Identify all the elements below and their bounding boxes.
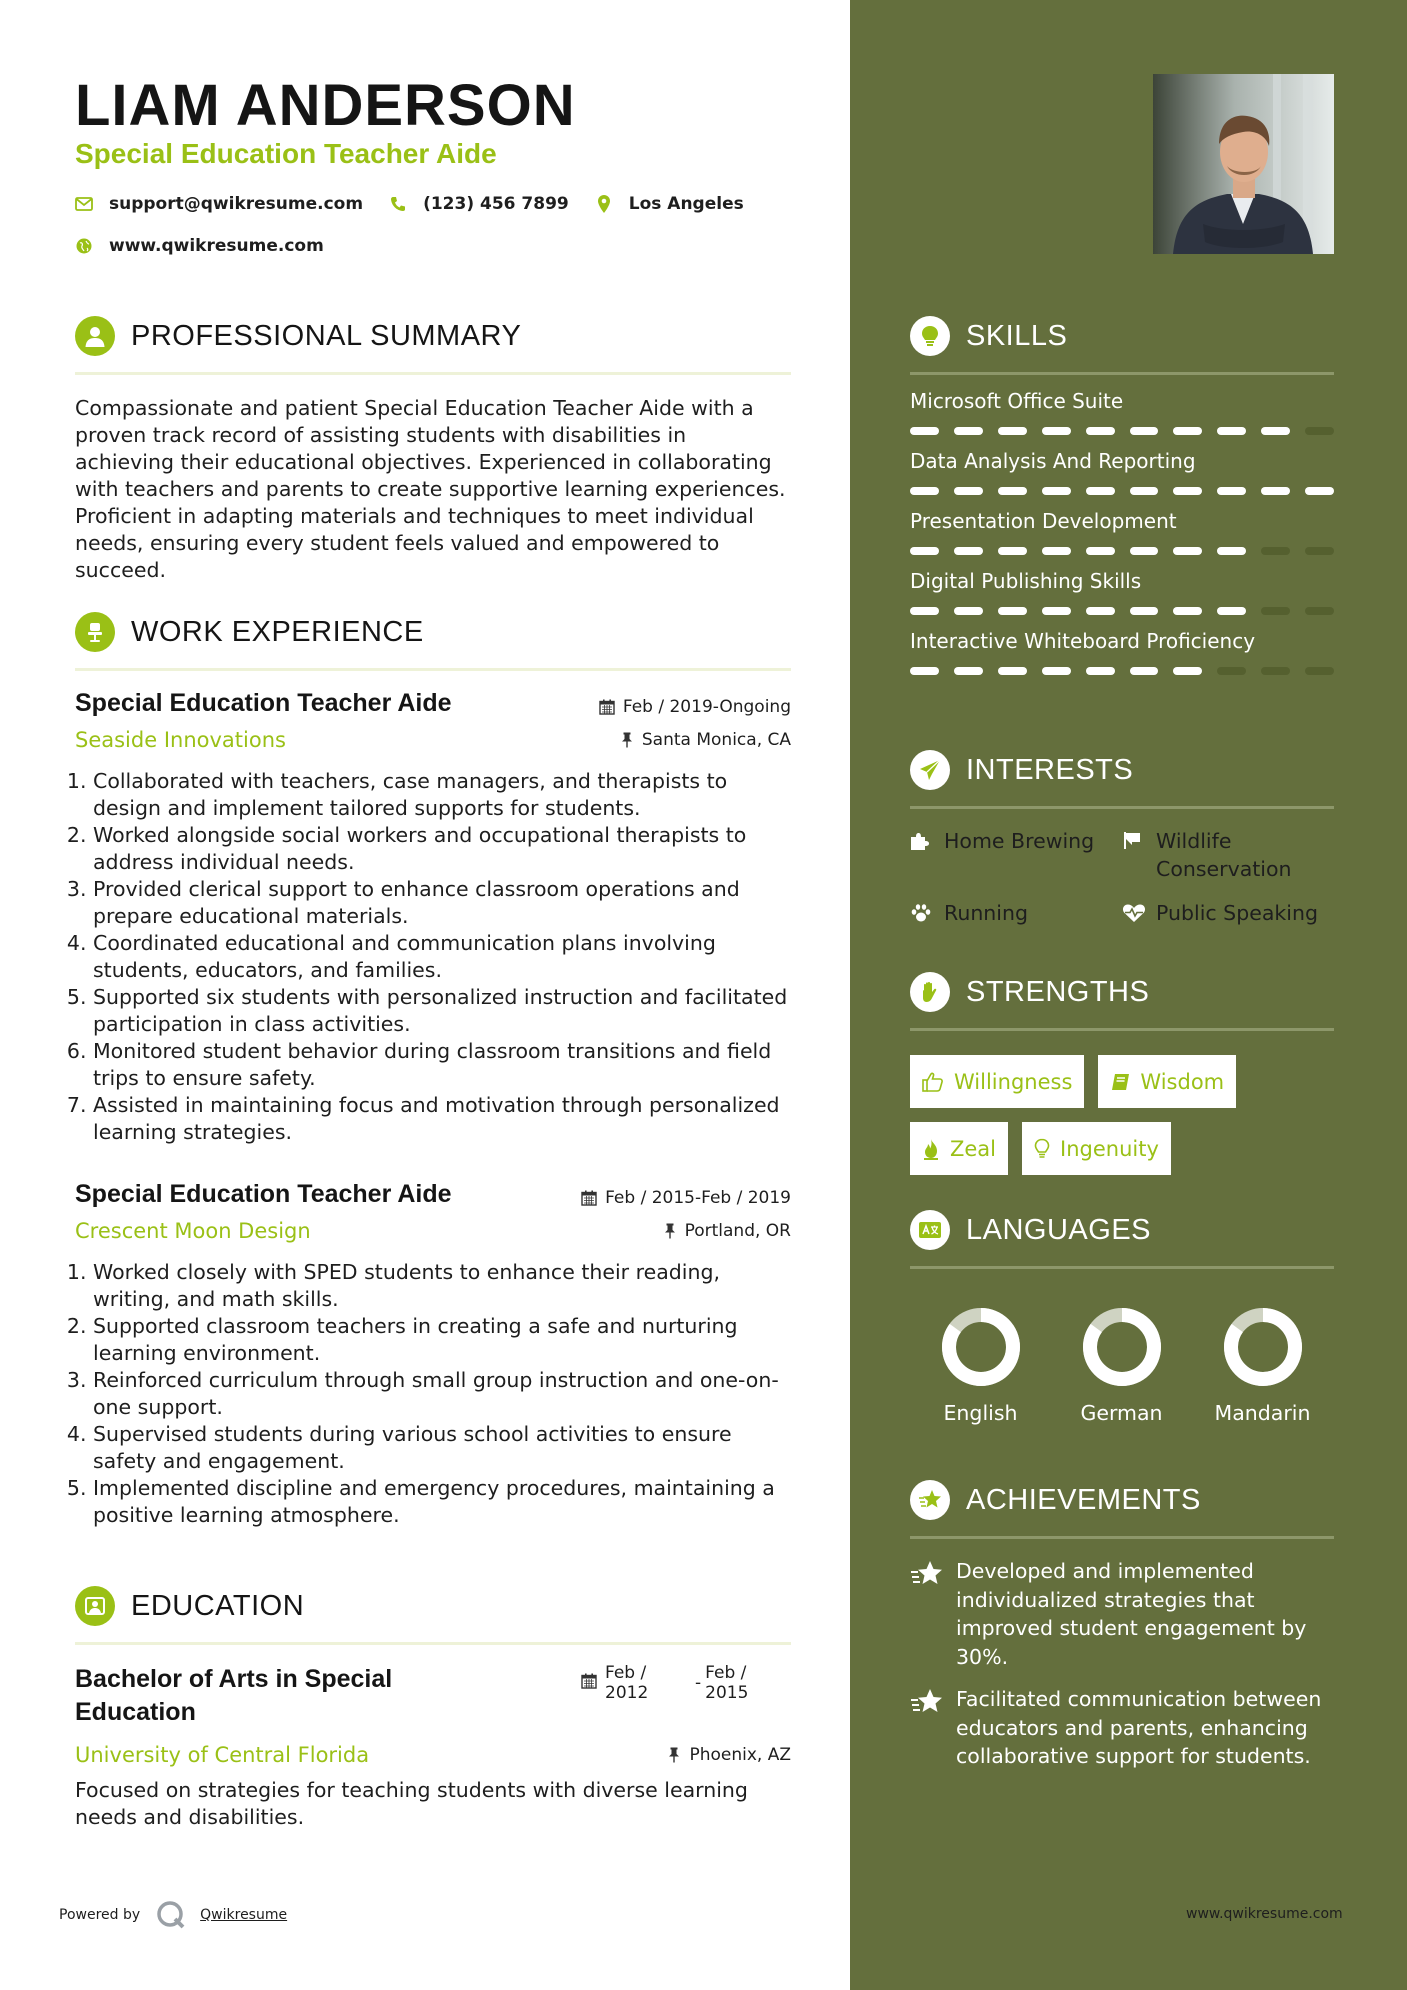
section-divider <box>910 1028 1334 1031</box>
interest-item <box>1122 899 1334 927</box>
contact-website[interactable] <box>75 236 324 256</box>
job-duties <box>93 1259 791 1529</box>
skill-rating <box>910 667 1334 675</box>
language-name: Mandarin <box>1214 1401 1311 1425</box>
list-item: 3. Reinforced curriculum through small group instruction and one-on-one support. <box>93 1367 791 1421</box>
language-item <box>910 1305 1051 1425</box>
achievement-item <box>910 1557 1334 1671</box>
date-separator: - <box>695 1673 702 1693</box>
rating-dash-filled <box>998 427 1027 435</box>
language-name: English <box>943 1401 1018 1425</box>
rating-dash-filled <box>954 487 983 495</box>
candidate-name: LIAM ANDERSON <box>75 73 576 138</box>
interest-label: Running <box>944 901 1029 925</box>
contact-phone[interactable] <box>389 194 569 214</box>
job-role: Special Education Teacher Aide <box>75 689 452 717</box>
education-end-date <box>695 1663 748 1703</box>
interest-label: Wildlife Conservation <box>1156 829 1292 881</box>
language-name: German <box>1080 1401 1163 1425</box>
phone-text: (123) 456 7899 <box>423 194 569 214</box>
calendar-icon <box>599 699 615 715</box>
thumbs-up-icon <box>922 1072 944 1092</box>
rating-dash-filled <box>1086 487 1115 495</box>
rating-dash-filled <box>1173 547 1202 555</box>
skill-item <box>910 509 1334 555</box>
contact-email[interactable] <box>75 194 363 214</box>
section-divider <box>910 806 1334 809</box>
rating-dash-filled <box>910 607 939 615</box>
company-name: Crescent Moon Design <box>75 1219 311 1243</box>
rating-dash-filled <box>1217 427 1246 435</box>
rating-dash-filled <box>1130 427 1159 435</box>
rating-dash-filled <box>1086 427 1115 435</box>
strength-label: Zeal <box>950 1136 997 1161</box>
end-month: Feb / <box>705 1663 747 1683</box>
list-item: 2. Worked alongside social workers and occupational therapists to address individual needs. <box>93 822 791 876</box>
pushpin-icon <box>620 732 634 748</box>
school-location-text: Phoenix, AZ <box>689 1745 791 1765</box>
strength-label: Wisdom <box>1140 1069 1225 1094</box>
list-item: 4. Coordinated educational and communication plans involving students, educators, and families. <box>93 930 791 984</box>
rating-dash-filled <box>1305 487 1334 495</box>
rating-dash-filled <box>910 487 939 495</box>
achievement-text: Facilitated communication between educators and parents, enhancing collaborative support for students. <box>956 1687 1322 1768</box>
job-location <box>663 1221 791 1241</box>
pushpin-icon <box>667 1747 681 1763</box>
powered-by-label: Powered by <box>59 1907 141 1923</box>
contact-row <box>75 194 770 214</box>
strengths-section <box>910 970 1334 1175</box>
end-year: 2015 <box>705 1683 749 1703</box>
list-item: 2. Supported classroom teachers in creating a safe and nurturing learning environment. <box>93 1313 791 1367</box>
rating-dash-filled <box>1130 667 1159 675</box>
globe-icon <box>75 237 93 255</box>
profile-photo <box>1153 74 1334 254</box>
skill-rating <box>910 607 1334 615</box>
language-level-ring <box>1080 1305 1164 1389</box>
skill-name: Data Analysis And Reporting <box>910 449 1196 473</box>
lightbulb-icon <box>910 316 950 356</box>
company-name: Seaside Innovations <box>75 728 286 752</box>
rating-dash-filled <box>954 667 983 675</box>
calendar-icon <box>581 1673 597 1689</box>
rating-dash-filled <box>998 487 1027 495</box>
job-date-text: Feb / 2015-Feb / 2019 <box>605 1188 791 1208</box>
rating-dash-filled <box>954 607 983 615</box>
qwikresume-link[interactable]: Qwikresume <box>200 1907 288 1923</box>
interest-label: Public Speaking <box>1156 901 1318 925</box>
experience-heading: WORK EXPERIENCE <box>131 615 424 648</box>
graduate-icon <box>75 1586 115 1626</box>
rating-dash-filled <box>998 667 1027 675</box>
skill-item <box>910 629 1334 675</box>
job-location <box>620 730 791 750</box>
skill-rating <box>910 547 1334 555</box>
user-icon <box>75 316 115 356</box>
section-divider <box>910 1536 1334 1539</box>
section-divider <box>910 372 1334 375</box>
website-text: www.qwikresume.com <box>109 236 324 256</box>
list-item: 5. Implemented discipline and emergency procedures, maintaining a positive learning atmosphere. <box>93 1475 791 1529</box>
skills-list <box>910 389 1334 675</box>
rating-dash-filled <box>1130 547 1159 555</box>
school-name: University of Central Florida <box>75 1743 370 1767</box>
school-location <box>667 1745 791 1765</box>
rating-dash-empty <box>1261 547 1290 555</box>
rating-dash-filled <box>1086 607 1115 615</box>
rating-dash-empty <box>1305 547 1334 555</box>
rating-dash-filled <box>954 547 983 555</box>
education-start-date <box>581 1663 648 1703</box>
rating-dash-filled <box>1173 427 1202 435</box>
rating-dash-empty <box>1261 607 1290 615</box>
rating-dash-filled <box>1042 547 1071 555</box>
interest-item <box>910 899 1122 927</box>
list-item: 1. Worked closely with SPED students to enhance their reading, writing, and math skills. <box>93 1259 791 1313</box>
achievement-text: Developed and implemented individualized strategies that improved student engagement by 30%. <box>956 1559 1307 1669</box>
interests-section <box>910 748 1334 927</box>
chair-icon <box>75 612 115 652</box>
website-row <box>75 236 350 256</box>
summary-text: Compassionate and patient Special Education Teacher Aide with a proven track record of assisting students with disabilities in achieving their educational objectives. Experienced in collaborating with teachers and parents to create supportive learning experiences. Proficient in adapting materials and techniques to meet individual needs, ensuring every student feels valued and empowered to succeed. <box>75 396 786 582</box>
start-year: 2012 <box>605 1683 649 1703</box>
strength-tag <box>1098 1055 1236 1108</box>
rating-dash-filled <box>1217 607 1246 615</box>
qwikresume-logo-icon <box>156 1900 186 1930</box>
skill-name: Microsoft Office Suite <box>910 389 1124 413</box>
languages-heading: LANGUAGES <box>966 1213 1151 1246</box>
paper-plane-icon <box>910 750 950 790</box>
star-badge-icon <box>910 1480 950 1520</box>
contact-location <box>595 194 744 214</box>
list-item: 7. Assisted in maintaining focus and motivation through personalized learning strategies. <box>93 1092 791 1146</box>
skill-name: Presentation Development <box>910 509 1177 533</box>
puzzle-icon <box>910 827 934 855</box>
skills-heading: SKILLS <box>966 319 1068 352</box>
location-text: Los Angeles <box>628 194 744 214</box>
strength-label: Willingness <box>954 1069 1073 1094</box>
rating-dash-filled <box>910 427 939 435</box>
rating-dash-filled <box>1173 607 1202 615</box>
rating-dash-empty <box>1305 667 1334 675</box>
section-divider <box>75 1642 791 1645</box>
rating-dash-filled <box>910 667 939 675</box>
rating-dash-filled <box>910 547 939 555</box>
envelope-icon <box>75 195 93 213</box>
rating-dash-filled <box>1217 547 1246 555</box>
heartbeat-icon <box>1122 899 1146 927</box>
interests-list <box>910 827 1334 927</box>
education-section <box>75 1584 791 1831</box>
interest-item <box>910 827 1122 883</box>
language-item <box>1192 1305 1333 1425</box>
summary-section <box>75 314 791 584</box>
languages-list <box>910 1305 1334 1425</box>
skill-item <box>910 389 1334 435</box>
rating-dash-empty <box>1217 667 1246 675</box>
book-icon <box>1110 1073 1130 1091</box>
hand-icon <box>910 972 950 1012</box>
job-location-text: Portland, OR <box>684 1221 791 1241</box>
interests-heading: INTERESTS <box>966 753 1134 786</box>
rating-dash-filled <box>998 547 1027 555</box>
rating-dash-filled <box>954 427 983 435</box>
strengths-heading: STRENGTHS <box>966 975 1150 1008</box>
rating-dash-filled <box>1261 487 1290 495</box>
map-pin-icon <box>595 195 613 213</box>
skills-section <box>910 314 1334 675</box>
footer-powered-by <box>59 1900 287 1930</box>
list-item: 5. Supported six students with personalized instruction and facilitated participation in class activities. <box>93 984 791 1038</box>
paw-icon <box>910 899 934 927</box>
job-date <box>581 1188 791 1208</box>
degree-name: Bachelor of Arts in Special Education <box>75 1665 393 1726</box>
section-divider <box>75 372 791 375</box>
skill-rating <box>910 427 1334 435</box>
education-heading: EDUCATION <box>131 1589 305 1622</box>
job-role: Special Education Teacher Aide <box>75 1180 452 1208</box>
rating-dash-empty <box>1305 427 1334 435</box>
rating-dash-filled <box>1130 487 1159 495</box>
summary-heading: PROFESSIONAL SUMMARY <box>131 319 522 352</box>
pushpin-icon <box>663 1223 677 1239</box>
achievements-heading: ACHIEVEMENTS <box>966 1483 1201 1516</box>
achievement-item <box>910 1685 1334 1771</box>
skill-item <box>910 569 1334 615</box>
rating-dash-filled <box>1173 487 1202 495</box>
list-item: 6. Monitored student behavior during classroom transitions and field trips to ensure safety. <box>93 1038 791 1092</box>
star-badge-icon <box>910 1559 944 1589</box>
section-divider <box>75 668 791 671</box>
section-divider <box>910 1266 1334 1269</box>
interest-item <box>1122 827 1334 883</box>
skill-item <box>910 449 1334 495</box>
flag-icon <box>1122 827 1146 855</box>
rating-dash-filled <box>1042 487 1071 495</box>
skill-rating <box>910 487 1334 495</box>
job-date-text: Feb / 2019-Ongoing <box>622 697 791 717</box>
job-date <box>599 697 791 717</box>
rating-dash-filled <box>1042 427 1071 435</box>
rating-dash-filled <box>1042 667 1071 675</box>
start-month: Feb / <box>605 1663 647 1683</box>
interest-label: Home Brewing <box>944 829 1095 853</box>
education-description: Focused on strategies for teaching students with diverse learning needs and disabilities. <box>75 1778 748 1829</box>
education-head <box>75 1663 791 1735</box>
rating-dash-filled <box>1130 607 1159 615</box>
job-entry <box>75 1180 791 1529</box>
language-item <box>1051 1305 1192 1425</box>
rating-dash-filled <box>998 607 1027 615</box>
rating-dash-filled <box>1086 667 1115 675</box>
star-badge-icon <box>910 1687 944 1717</box>
strength-tag <box>1022 1122 1171 1175</box>
strengths-list <box>910 1055 1310 1175</box>
job-location-text: Santa Monica, CA <box>641 730 791 750</box>
job-duties <box>93 768 791 1146</box>
rating-dash-filled <box>1173 667 1202 675</box>
email-text: support@qwikresume.com <box>109 194 364 214</box>
language-icon <box>910 1210 950 1250</box>
strength-label: Ingenuity <box>1060 1136 1159 1161</box>
skill-name: Digital Publishing Skills <box>910 569 1142 593</box>
achievements-section <box>910 1478 1334 1771</box>
fire-icon <box>922 1138 940 1160</box>
rating-dash-filled <box>1217 487 1246 495</box>
language-level-ring <box>939 1305 1023 1389</box>
calendar-icon <box>581 1190 597 1206</box>
rating-dash-empty <box>1305 607 1334 615</box>
footer-url[interactable]: www.qwikresume.com <box>1186 1906 1343 1922</box>
languages-section <box>910 1208 1334 1425</box>
job-entry <box>75 689 791 1146</box>
experience-section <box>75 610 791 1529</box>
rating-dash-empty <box>1261 667 1290 675</box>
rating-dash-filled <box>1042 607 1071 615</box>
skill-name: Interactive Whiteboard Proficiency <box>910 629 1256 653</box>
lightbulb-icon <box>1034 1138 1050 1160</box>
phone-icon <box>389 195 407 213</box>
candidate-title: Special Education Teacher Aide <box>75 138 497 169</box>
rating-dash-filled <box>1261 427 1290 435</box>
list-item: 3. Provided clerical support to enhance classroom operations and prepare educational materials. <box>93 876 791 930</box>
list-item: 1. Collaborated with teachers, case managers, and therapists to design and implement tailored supports for students. <box>93 768 791 822</box>
strength-tag <box>910 1122 1008 1175</box>
list-item: 4. Supervised students during various school activities to ensure safety and engagement. <box>93 1421 791 1475</box>
rating-dash-filled <box>1086 547 1115 555</box>
language-level-ring <box>1221 1305 1305 1389</box>
strength-tag <box>910 1055 1084 1108</box>
